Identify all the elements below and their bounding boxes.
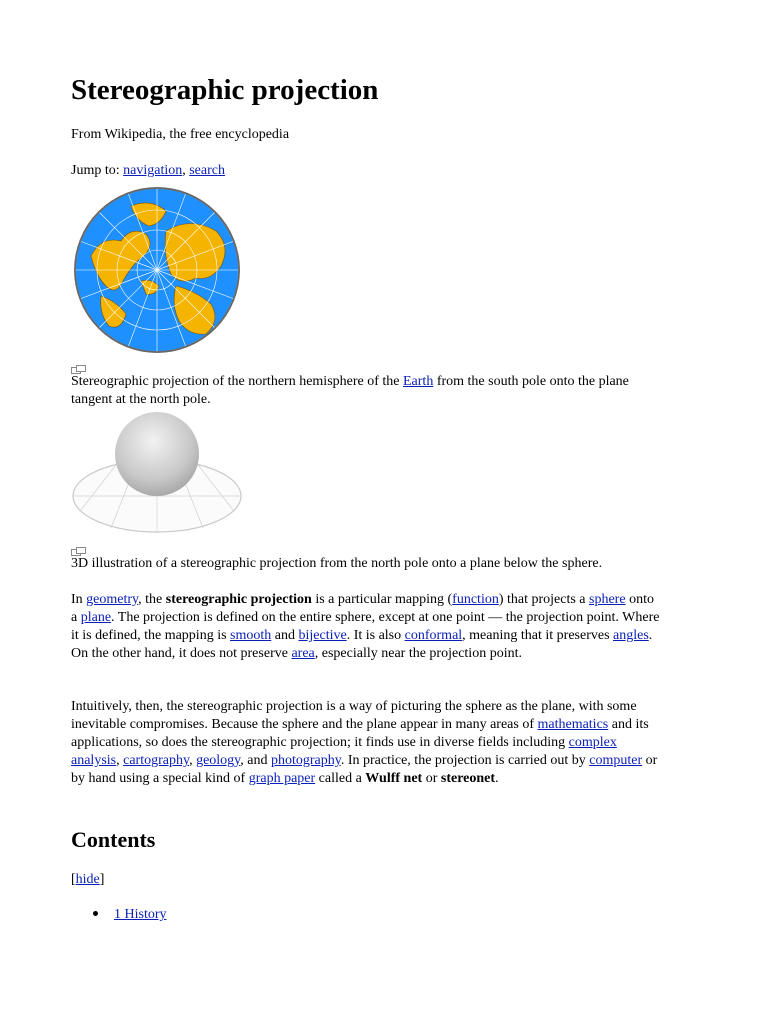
text: , and bbox=[240, 753, 268, 768]
jump-separator: , bbox=[182, 163, 186, 178]
text: . The projection is defined on the entire sphere, except at one point — the projection point. Where it is defined, the mapping is bbox=[71, 610, 660, 643]
mathematics-link[interactable]: mathematics bbox=[537, 717, 609, 732]
conformal-link[interactable]: conformal bbox=[404, 628, 463, 643]
complex-analysis-link[interactable]: complex analysis bbox=[71, 735, 617, 768]
geometry-link[interactable]: geometry bbox=[86, 592, 139, 607]
text: called a bbox=[318, 771, 362, 786]
term-wulff-net: Wulff net bbox=[365, 771, 423, 786]
text: . In practice, the projection is carried out by bbox=[340, 753, 586, 768]
hide-link[interactable]: hide bbox=[75, 872, 100, 887]
jump-navigation-link[interactable]: navigation bbox=[123, 163, 183, 178]
text: and its applications, so does the stereographic projection; it finds use in diverse fields including bbox=[71, 717, 649, 750]
jump-to bbox=[71, 162, 661, 180]
page-title: Stereographic projection bbox=[71, 74, 379, 106]
term-stereonet: stereonet bbox=[440, 771, 496, 786]
text: , the bbox=[138, 592, 163, 607]
caption-text: from the south pole onto the plane tangent at the north pole. bbox=[71, 374, 629, 407]
area-link[interactable]: area bbox=[291, 646, 315, 661]
figure1-caption bbox=[71, 373, 661, 409]
computer-link[interactable]: computer bbox=[589, 753, 643, 768]
text: or bbox=[425, 771, 438, 786]
geology-link[interactable]: geology bbox=[196, 753, 241, 768]
text: , bbox=[116, 753, 120, 768]
text: onto a bbox=[71, 592, 654, 625]
text: , especially near the projection point. bbox=[314, 646, 522, 661]
jump-to-prefix: Jump to: bbox=[71, 163, 120, 178]
text: and bbox=[274, 628, 295, 643]
contents-heading: Contents bbox=[71, 827, 156, 852]
function-link[interactable]: function bbox=[452, 592, 499, 607]
toc-history-link[interactable]: 1 History bbox=[114, 907, 167, 922]
toc-toggle bbox=[71, 871, 661, 889]
figure2-caption: 3D illustration of a stereographic projection from the north pole onto a plane below the sphere. bbox=[71, 556, 603, 571]
earth-stereographic-map[interactable] bbox=[71, 186, 243, 354]
enlarge-icon[interactable] bbox=[71, 362, 86, 372]
bracket: [ bbox=[71, 872, 76, 887]
sphere-link[interactable]: sphere bbox=[589, 592, 626, 607]
text: . On the other hand, it does not preserve bbox=[71, 628, 653, 661]
text: . bbox=[495, 771, 499, 786]
bracket: ] bbox=[99, 872, 105, 887]
applications-paragraph bbox=[71, 698, 661, 788]
toc-item bbox=[93, 906, 167, 924]
enlarge-icon[interactable] bbox=[71, 544, 86, 554]
intro-paragraph bbox=[71, 591, 661, 663]
plane-link[interactable]: plane bbox=[80, 610, 112, 625]
bullet-icon bbox=[93, 911, 98, 916]
graph-paper-link[interactable]: graph paper bbox=[248, 771, 316, 786]
sphere-projection-3d[interactable] bbox=[71, 410, 243, 538]
caption-text: Stereographic projection of the northern hemisphere of the bbox=[71, 374, 400, 389]
text: Intuitively, then, the stereographic projection is a way of picturing the sphere as the plane, with some inevitable compromises. Because the sphere and the plane appear in many areas of bbox=[71, 699, 637, 732]
text: ) that projects a bbox=[498, 592, 586, 607]
earth-link[interactable]: Earth bbox=[403, 374, 434, 389]
text: or by hand using a special kind of bbox=[71, 753, 658, 786]
text: , meaning that it preserves bbox=[462, 628, 610, 643]
cartography-link[interactable]: cartography bbox=[123, 753, 190, 768]
jump-search-link[interactable]: search bbox=[189, 163, 225, 178]
photography-link[interactable]: photography bbox=[270, 753, 341, 768]
tagline: From Wikipedia, the free encyclopedia bbox=[71, 127, 290, 142]
text: . It is also bbox=[346, 628, 402, 643]
text: , bbox=[189, 753, 193, 768]
bijective-link[interactable]: bijective bbox=[298, 628, 347, 643]
text: In bbox=[71, 592, 83, 607]
angles-link[interactable]: angles bbox=[613, 628, 649, 643]
smooth-link[interactable]: smooth bbox=[230, 628, 272, 643]
text: is a particular mapping ( bbox=[315, 592, 453, 607]
term-stereographic-projection: stereographic projection bbox=[165, 592, 312, 607]
